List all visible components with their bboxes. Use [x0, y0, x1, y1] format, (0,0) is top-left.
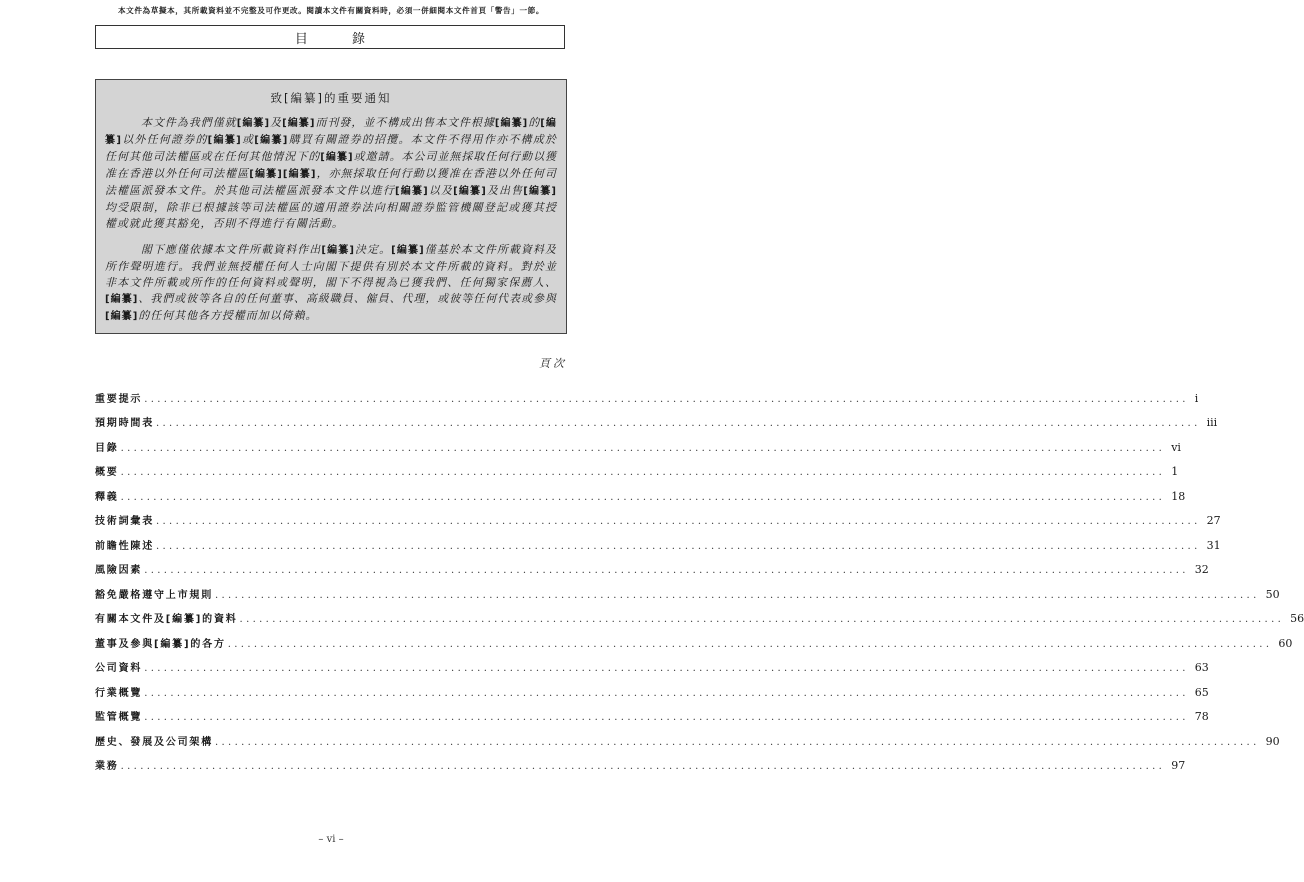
toc-entry-label: 技術詞彙表 [95, 516, 154, 527]
redacted-marker: [編纂] [105, 311, 139, 322]
toc-entry-page: 90 [1265, 734, 1280, 748]
redacted-marker: [編纂] [391, 245, 425, 256]
notice-paragraph-1 [105, 115, 557, 232]
toc-entry-page: i [1194, 391, 1199, 405]
toc-entry-label: 業務 [95, 761, 119, 772]
redacted-marker: [編纂] [321, 245, 355, 256]
notice-text: 決定。 [354, 243, 392, 256]
toc-entry-label: 目錄 [95, 442, 119, 454]
notice-text: 以外任何證券的 [121, 133, 208, 146]
dot-leader: ................................................................................................................................................................ [120, 442, 1166, 454]
dot-leader: ................................................................................................................................................................ [144, 712, 1189, 723]
toc-entry-label: 概要 [95, 467, 119, 478]
toc-entry-page: vi [1171, 440, 1181, 454]
notice-text: 的 [528, 116, 541, 129]
toc-entry[interactable] [95, 529, 1221, 554]
notice-text: 購買有關證券的招攬。本文件不得用作亦不構成於任何其他司法權區或在任何其他情況下的 [105, 133, 557, 163]
notice-text: 僅基於本文件所載資料及所作聲明進行。我們並無授權任何人士向閣下提供有別於本文件所載的資料。對於並非本文件所載或所作的任何資料或聲明，閣下不得視為已獲我們、任何獨家保薦人、 [105, 243, 557, 289]
toc-entry-page: 56 [1290, 612, 1304, 625]
toc-entry[interactable] [95, 627, 1293, 652]
redacted-marker: [編纂] [494, 118, 529, 129]
notice-heading: 致[編纂]的重要通知 [270, 91, 392, 105]
dot-leader: ................................................................................................................................................................ [215, 589, 1260, 601]
dot-leader: ................................................................................................................................................................ [156, 516, 1201, 527]
dot-leader: ................................................................................................................................................................ [144, 687, 1189, 699]
toc-entry[interactable] [95, 505, 1221, 530]
redacted-marker: [編纂] [207, 135, 242, 146]
dot-leader: ................................................................................................................................................................ [215, 736, 1260, 748]
notice-text: 或邀請。本公司並無採取任何行動以獲准在香港以外任何司法權區 [105, 150, 558, 180]
toc-entry[interactable] [95, 603, 1304, 628]
toc-entry-page: 78 [1194, 710, 1209, 723]
dot-leader: ................................................................................................................................................................ [144, 393, 1189, 405]
dot-leader: ................................................................................................................................................................ [120, 467, 1166, 478]
toc-entry-label: 監管概覽 [95, 712, 143, 723]
dot-leader: ................................................................................................................................................................ [156, 418, 1201, 429]
dot-leader: ................................................................................................................................................................ [239, 614, 1285, 625]
notice-text: 或 [241, 133, 255, 146]
toc-entry-page: 32 [1194, 563, 1209, 576]
page-title: 目 錄 [95, 25, 565, 49]
toc-entry-label: 預期時間表 [95, 418, 154, 429]
redacted-marker: [編纂] [236, 118, 271, 129]
toc-entry-label: 有關本文件及[編纂]的資料 [95, 614, 238, 625]
redacted-marker: [編纂][編纂] [249, 169, 317, 180]
notice-text: 的任何其他各方授權而加以倚賴。 [138, 309, 318, 322]
redacted-marker: [編纂] [254, 135, 289, 146]
dot-leader: ................................................................................................................................................................ [227, 638, 1273, 650]
toc-entry[interactable] [95, 382, 1199, 407]
notice-text: 本文件為我們僅就 [141, 116, 237, 129]
toc-entry[interactable] [95, 456, 1179, 481]
toc-entry[interactable] [95, 750, 1186, 775]
notice-text: 及 [270, 116, 283, 129]
toc-entry-page: 27 [1206, 514, 1221, 527]
notice-text: 均受限制，除非已根據該等司法權區的適用證券法向相關證券監管機關登記或獲其授權或就此獲其豁免，否則不得進行有關活動。 [105, 201, 557, 230]
toc-entry-label: 行業概覽 [95, 687, 143, 699]
notice-text: 、我們或彼等各自的任何董事、高級職員、僱員、代理，或彼等任何代表或參與 [138, 292, 557, 305]
redacted-marker: [編纂] [394, 186, 429, 197]
toc-entry-label: 公司資料 [95, 663, 143, 674]
redacted-marker: [編纂] [320, 152, 354, 163]
dot-leader: ................................................................................................................................................................ [144, 565, 1189, 576]
toc-entry-label: 釋義 [95, 491, 119, 503]
toc-entry[interactable] [95, 407, 1218, 432]
toc-entry[interactable] [95, 652, 1209, 677]
toc-entry-page: 31 [1206, 538, 1221, 552]
redacted-marker: [編纂] [282, 118, 316, 129]
notice-text: 及出售 [486, 184, 524, 197]
toc-entry[interactable] [95, 431, 1181, 456]
redacted-marker: [編纂] [105, 118, 557, 146]
notice-text: 以及 [428, 184, 454, 197]
dot-leader: ................................................................................................................................................................ [156, 540, 1201, 552]
toc-entry-page: 65 [1194, 685, 1209, 699]
redacted-marker: [編纂] [105, 294, 139, 305]
redacted-marker: [編纂] [523, 186, 558, 197]
toc-entry-page: 1 [1171, 465, 1179, 478]
draft-disclaimer: 本文件為草擬本，其所載資料並不完整及可作更改。閱讀本文件有關資料時，必須一併細閱本文件首頁「警告」一節。 [117, 6, 545, 15]
toc-entry[interactable] [95, 725, 1280, 750]
notice-paragraph-2 [105, 242, 557, 325]
important-notice-box [95, 79, 567, 334]
toc-entry-label: 前瞻性陳述 [95, 540, 154, 552]
page-column-label: 頁次 [539, 357, 567, 370]
toc-entry[interactable] [95, 676, 1209, 701]
toc-entry-label: 重要提示 [95, 393, 143, 405]
toc-entry[interactable] [95, 554, 1209, 579]
redacted-marker: [編纂] [453, 186, 487, 197]
table-of-contents [95, 382, 1304, 774]
toc-entry-page: 97 [1171, 759, 1186, 772]
toc-entry-page: iii [1206, 416, 1218, 429]
dot-leader: ................................................................................................................................................................ [144, 663, 1189, 674]
toc-entry[interactable] [95, 578, 1280, 603]
toc-entry-label: 董事及參與[編纂]的各方 [95, 638, 226, 650]
toc-entry-page: 60 [1278, 636, 1293, 650]
notice-text: 而刊發，並不構成出售本文件根據 [315, 116, 495, 129]
notice-text: ，亦無採取任何行動以獲准在香港以外任何司法權區派發本文件。於其他司法權區派發本文件以進行 [105, 167, 557, 197]
dot-leader: ................................................................................................................................................................ [120, 491, 1166, 503]
page-number: – vi – [318, 834, 344, 845]
toc-entry-label: 風險因素 [95, 565, 143, 576]
toc-entry[interactable] [95, 480, 1186, 505]
toc-entry[interactable] [95, 701, 1209, 726]
toc-entry-page: 18 [1171, 489, 1186, 503]
toc-entry-page: 63 [1194, 661, 1209, 674]
toc-entry-page: 50 [1265, 587, 1280, 601]
toc-entry-label: 豁免嚴格遵守上市規則 [95, 589, 213, 601]
dot-leader: ................................................................................................................................................................ [120, 761, 1166, 772]
toc-entry-label: 歷史、發展及公司架構 [95, 736, 213, 748]
notice-text: 閣下應僅依據本文件所載資料作出 [141, 243, 322, 256]
